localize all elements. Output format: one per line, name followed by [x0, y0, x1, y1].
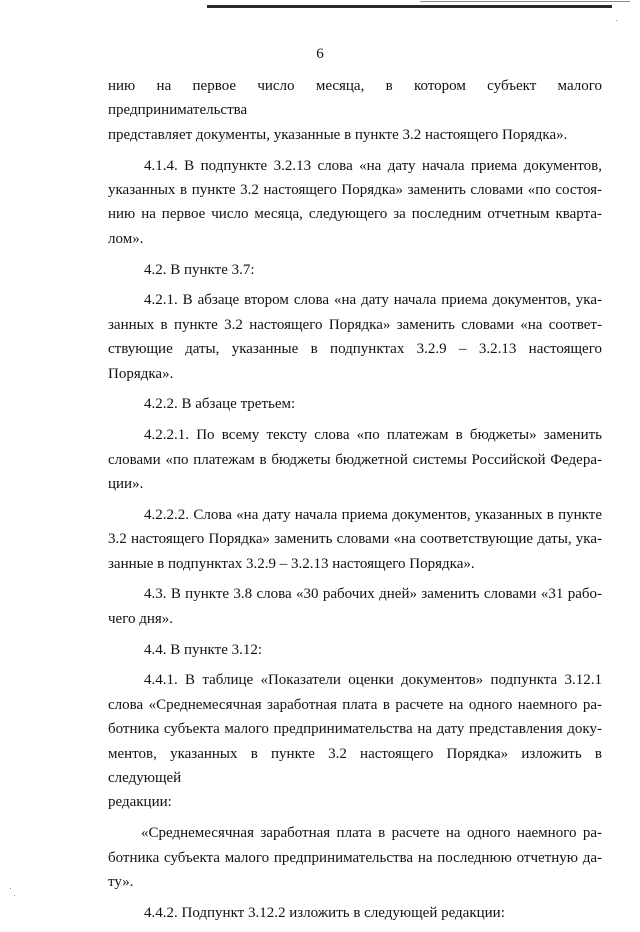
text-line: 4.4. В пункте 3.12: [144, 641, 263, 658]
text-line: 4.2.2.1. По всему тексту слова «по платежам в бюджеты» заменить [144, 427, 602, 444]
paragraph-4-4-1 [108, 668, 602, 814]
scan-speck [10, 888, 11, 889]
text-line: занные в подпунктах 3.2.9 – 3.2.13 настоящего Порядка». [108, 555, 475, 572]
paragraph-4-2-2-1 [108, 423, 602, 496]
document-body [108, 74, 602, 932]
scan-top-border [207, 5, 612, 8]
text-line: «Среднемесячная заработная плата в расчете на одного наемного ра- [141, 825, 602, 842]
text-line: ботника субъекта малого предпринимательства на последнюю отчетную да- [108, 849, 602, 866]
text-line: 4.1.4. В подпункте 3.2.13 слова «на дату начала приема документов, [144, 157, 602, 174]
paragraph-4-4 [108, 638, 602, 662]
text-line: нию на первое число месяца, следующего за последним отчетным кварта- [108, 206, 602, 223]
paragraph-4-2-2 [108, 392, 602, 416]
text-line: ствующие даты, указанные в подпунктах 3.2.9 – 3.2.13 настоящего Порядка». [108, 341, 602, 382]
text-line: 4.4.1. В таблице «Показатели оценки документов» подпункта 3.12.1 [144, 672, 602, 689]
text-line: указанных в пункте 3.2 настоящего Порядка» заменить словами «по состоя- [108, 182, 602, 199]
paragraph-4-2 [108, 258, 602, 282]
text-line: 4.2.1. В абзаце втором слова «на дату начала приема документов, ука- [144, 292, 602, 309]
text-line: словами «по платежам в бюджеты бюджетной системы Российской Федера- [108, 451, 602, 468]
page-number: 6 [316, 46, 324, 62]
text-line: нию на первое число месяца, в котором субъект малого предпринимательства [108, 78, 602, 119]
text-line: ции». [108, 476, 144, 493]
paragraph-4-1-4 [108, 154, 602, 252]
text-line: 4.4.2. Подпункт 3.12.2 изложить в следующей редакции: [144, 904, 505, 921]
text-line: занных в пункте 3.2 настоящего Порядка» заменить словами «на соответ- [108, 316, 602, 333]
paragraph-continuation [108, 74, 602, 147]
text-line: чего дня». [108, 610, 174, 627]
text-line: 4.2.2.2. Слова «на дату начала приема документов, указанных в пункте [144, 506, 602, 523]
text-line: представляет документы, указанные в пункте 3.2 настоящего Порядка». [108, 126, 568, 143]
text-line: ботника субъекта малого предпринимательства на дату представления доку- [108, 721, 602, 738]
paragraph-4-3 [108, 582, 602, 631]
text-line: 3.2 настоящего Порядка» заменить словами «на соответствующие даты, ука- [108, 531, 602, 548]
paragraph-quote-new-wording [108, 821, 602, 894]
text-line: ментов, указанных в пункте 3.2 настоящего Порядка» изложить в следующей [108, 745, 602, 787]
paragraph-4-2-2-2 [108, 503, 602, 576]
text-line: слова «Среднемесячная заработная плата в расчете на одного наемного ра- [108, 696, 602, 713]
scan-speck [616, 20, 617, 21]
text-line: лом». [108, 230, 144, 247]
scan-speck [14, 895, 15, 896]
text-line: 4.2. В пункте 3.7: [144, 261, 255, 278]
text-line: 4.3. В пункте 3.8 слова «30 рабочих дней» заменить словами «31 рабо- [144, 586, 602, 603]
text-line: ту». [108, 874, 134, 891]
text-line: 4.2.2. В абзаце третьем: [144, 396, 296, 413]
paragraph-4-2-1 [108, 288, 602, 386]
text-line: редакции: [108, 794, 172, 811]
scan-top-border-thin [420, 1, 630, 2]
